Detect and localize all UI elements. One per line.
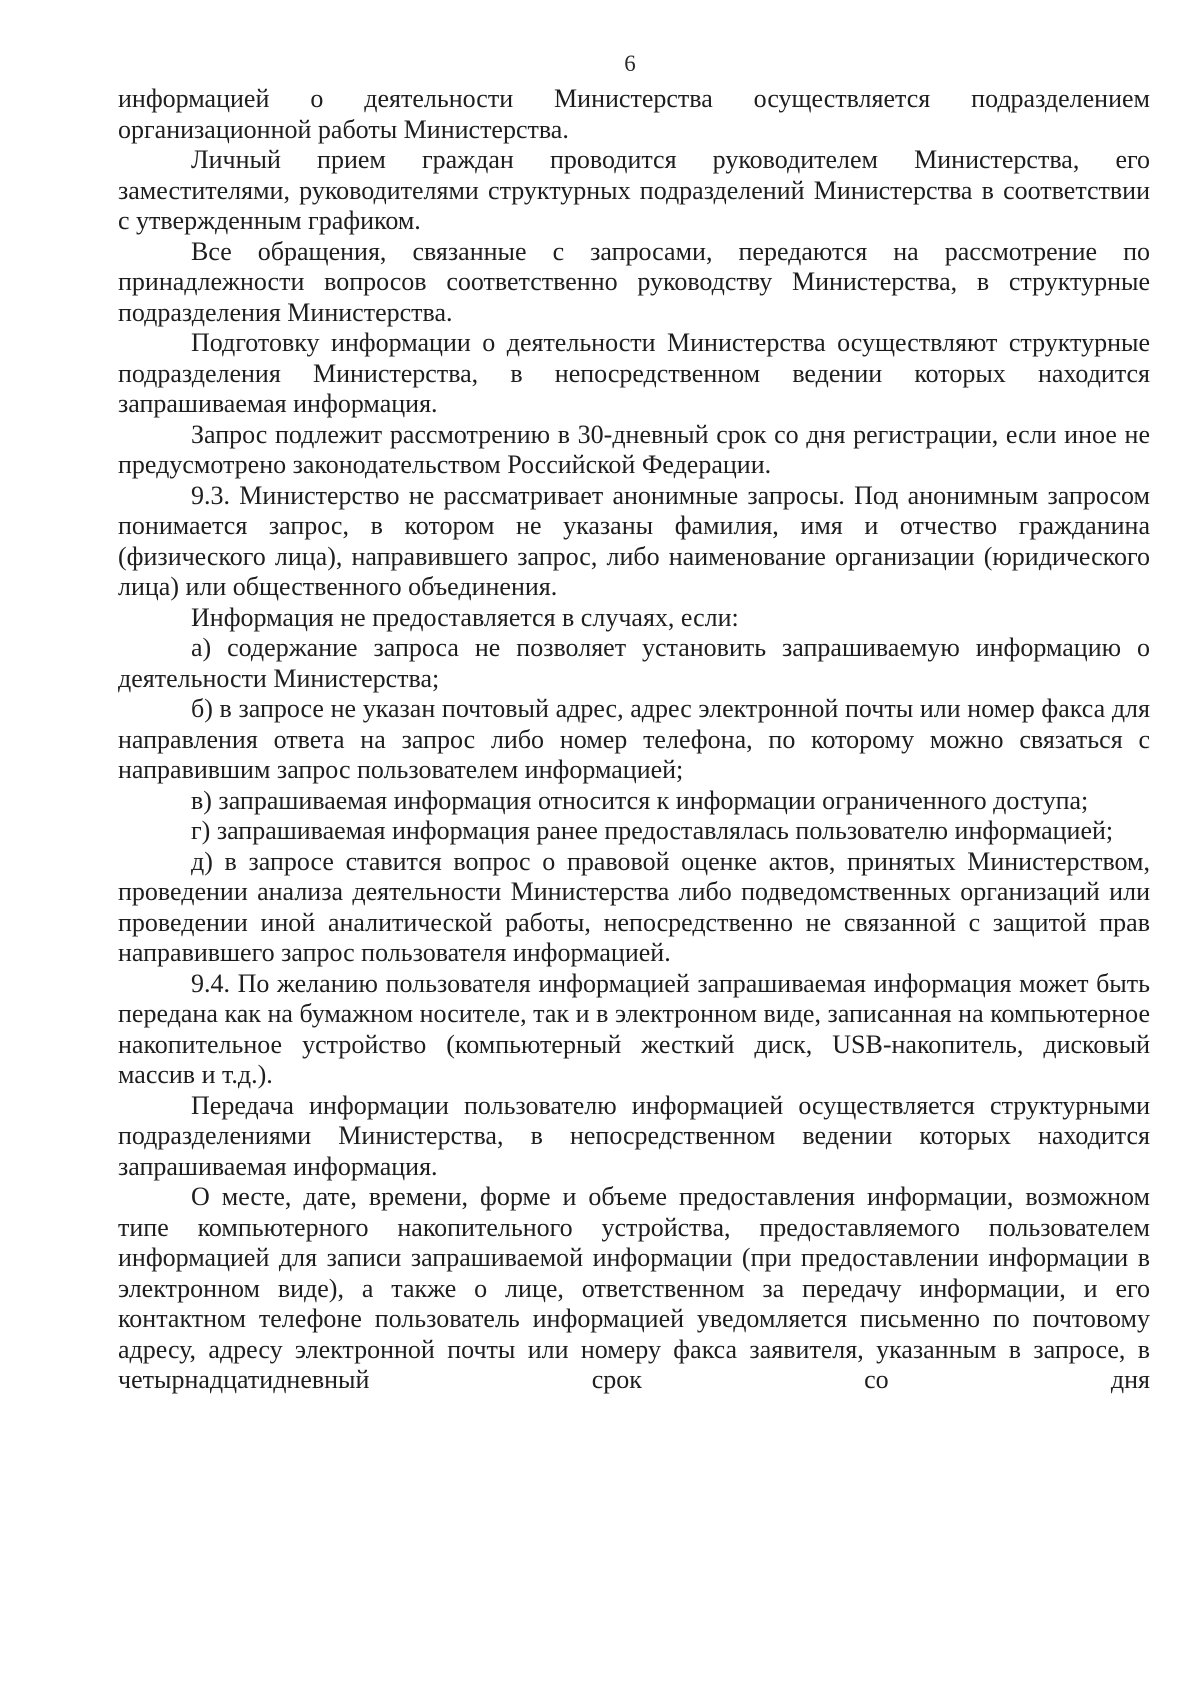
list-item-v: в) запрашиваемая информация относится к информации ограниченного доступа; xyxy=(191,785,1089,815)
paragraph-request-deadline: Запрос подлежит рассмотрению в 30-дневный срок со дня регистрации, если иное не предусмотрено законодательством Российской Федерации. xyxy=(118,419,1150,479)
paragraph-refusal-cases-intro: Информация не предоставляется в случаях, если: xyxy=(191,602,739,632)
paragraph-personal-reception: Личный прием граждан проводится руководителем Министерства, его заместителями, руководителями структурных подразделений Министерства в соответствии с утвержденным графиком. xyxy=(118,145,1150,235)
paragraph-information-transfer: Передача информации пользователю информацией осуществляется структурными подразделениями Министерства, в непосредственном ведении которых находится запрашиваемая информация. xyxy=(118,1090,1150,1181)
paragraph-section-9-4: 9.4. По желанию пользователя информацией запрашиваемая информация может быть передана как на бумажном носителе, так и в электронном виде, записанная на компьютерное накопительное устройство (компьютерный жесткий диск, USB-накопитель, дисковый массив и т.д.). xyxy=(118,968,1150,1089)
paragraph-information-preparation: Подготовку информации о деятельности Министерства осуществляют структурные подразделения Министерства, в непосредственном ведении которых находится запрашиваемая информация. xyxy=(118,328,1150,418)
list-item-b: б) в запросе не указан почтовый адрес, адрес электронной почты или номер факса для направления ответа на запрос либо номер телефона, по которому можно связаться с направившим запрос пользователем информацией; xyxy=(118,694,1150,784)
paragraph-appeals-routing: Все обращения, связанные с запросами, передаются на рассмотрение по принадлежности вопросов соответственно руководству Министерства, в структурные подразделения Министерства. xyxy=(118,236,1150,327)
page-number: 6 xyxy=(624,51,636,76)
paragraph-notification: О месте, дате, времени, форме и объеме предоставления информации, возможном типе компьютерного накопительного устройства, предоставляемого пользователем информацией для записи запрашиваемой информации (при предоставлении информации в электронном виде), а также о лице, ответственном за передачу информации, и его контактном телефоне пользователь информацией уведомляется письменно по почтовому адресу, адресу электронной почты или номеру факса заявителя, указанным в запросе, в четырнадцатидневный срок со дня xyxy=(118,1182,1150,1394)
list-item-d: д) в запросе ставится вопрос о правовой оценке актов, принятых Министерством, проведении анализа деятельности Министерства либо подведомственных организаций или проведении иной аналитической работы, непосредственно не связанной с защитой прав направившего запрос пользователя информацией. xyxy=(118,846,1150,967)
document-body xyxy=(118,84,1150,1396)
paragraph-section-9-3: 9.3. Министерство не рассматривает анонимные запросы. Под анонимным запросом понимается запрос, в котором не указаны фамилия, имя и отчество гражданина (физического лица), направившего запрос, либо наименование организации (юридического лица) или общественного объединения. xyxy=(118,480,1150,601)
paragraph-continuation: информацией о деятельности Министерства осуществляется подразделением организационной работы Министерства. xyxy=(118,84,1150,144)
list-item-g: г) запрашиваемая информация ранее предоставлялась пользователю информацией; xyxy=(191,816,1114,845)
list-item-a: а) содержание запроса не позволяет установить запрашиваемую информацию о деятельности Министерства; xyxy=(118,633,1150,693)
